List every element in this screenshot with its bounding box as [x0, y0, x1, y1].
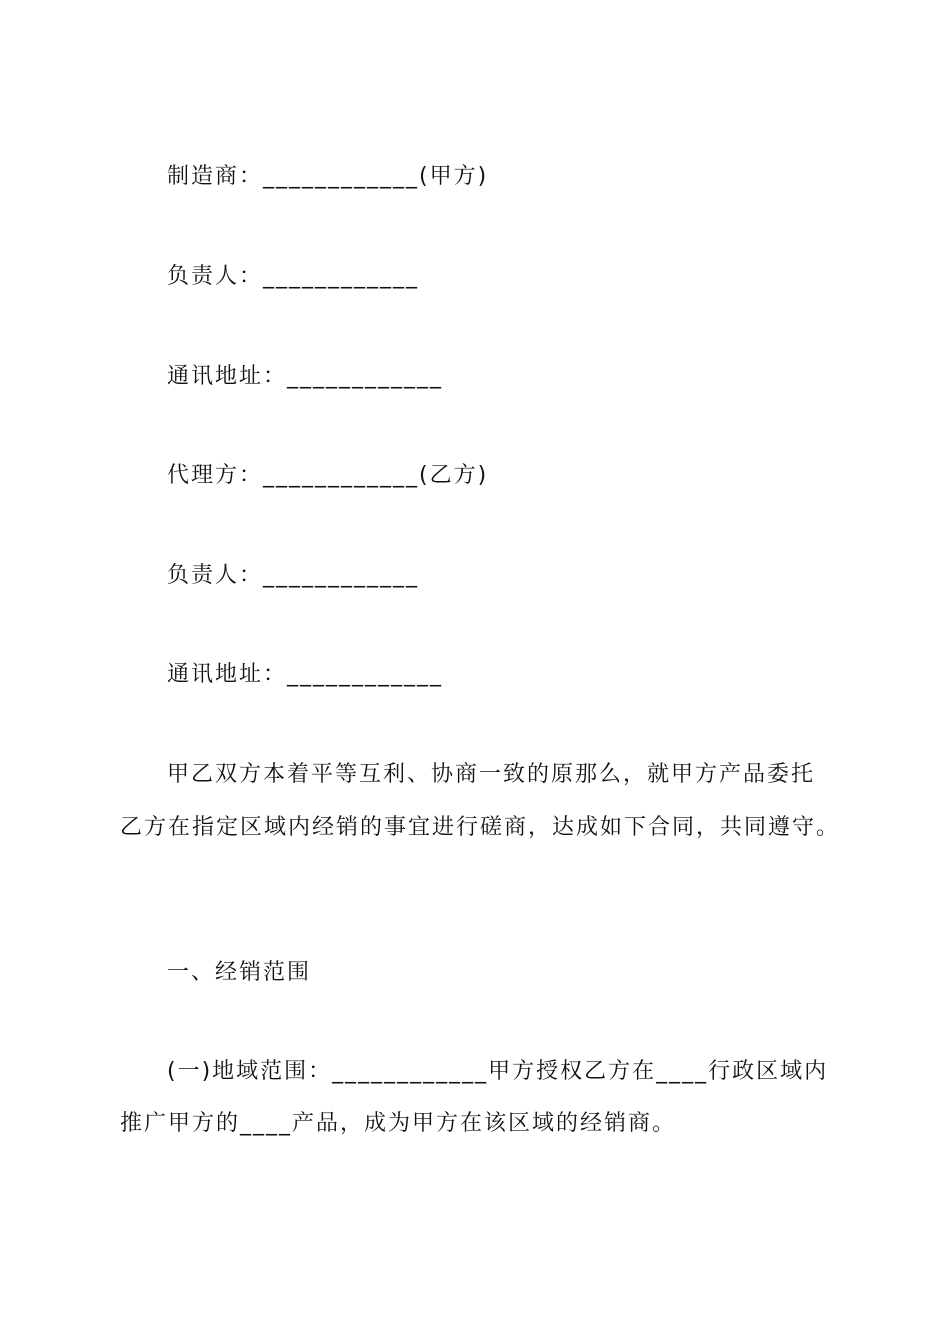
intro-line-2: 乙方在指定区域内经销的事宜进行磋商，达成如下合同，共同遵守。 — [120, 815, 841, 840]
agent-line: 代理方：____________(乙方) — [167, 463, 489, 488]
manufacturer-line: 制造商：____________(甲方) — [167, 164, 489, 189]
clause-line-1: (一)地域范围：____________甲方授权乙方在____行政区域内 — [167, 1059, 829, 1084]
manufacturer-address-line: 通讯地址：____________ — [167, 364, 444, 389]
section-heading: 一、经销范围 — [167, 960, 312, 985]
agent-address-line: 通讯地址：____________ — [167, 662, 444, 687]
intro-line-1: 甲乙双方本着平等互利、协商一致的原那么，就甲方产品委托 — [167, 762, 816, 787]
agent-responsible-line: 负责人：____________ — [167, 563, 420, 588]
clause-line-2: 推广甲方的____产品，成为甲方在该区域的经销商。 — [120, 1111, 677, 1136]
manufacturer-responsible-line: 负责人：____________ — [167, 264, 420, 289]
